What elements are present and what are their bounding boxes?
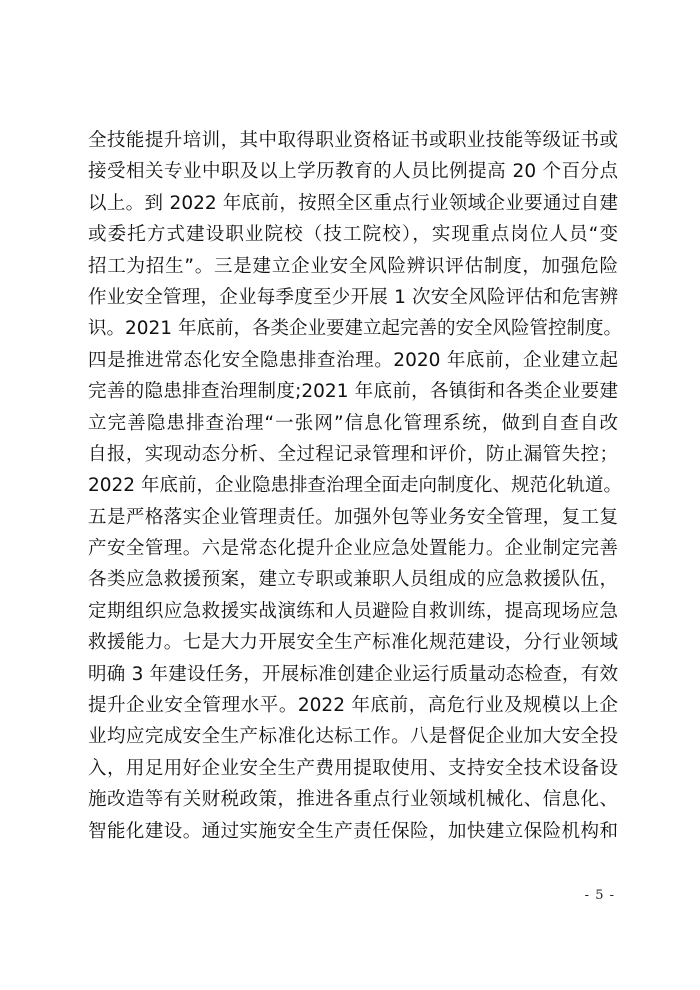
text-line: 2022 年底前，企业隐患排查治理全面走向制度化、规范化轨道。 (88, 475, 622, 497)
text-line: 或委托方式建设职业院校（技工院校），实现重点岗位人员“变 (88, 224, 618, 246)
text-line: 四是推进常态化安全隐患排查治理。2020 年底前，企业建立起 (88, 349, 618, 371)
text-line: 识。2021 年底前，各类企业要建立起完善的安全风险管控制度。 (88, 318, 622, 340)
text-line: 定期组织应急救援实战演练和人员避险自救训练，提高现场应急 (88, 600, 618, 622)
text-line: 全技能提升培训，其中取得职业资格证书或职业技能等级证书或 (88, 130, 618, 151)
text-line: 以上。到 2022 年底前，按照全区重点行业领域企业要通过自建 (88, 192, 618, 214)
text-line: 招工为招生”。三是建立企业安全风险辨识评估制度，加强危险 (88, 255, 618, 277)
page-number: - 5 - (584, 888, 615, 903)
text-line: 五是严格落实企业管理责任。加强外包等业务安全管理，复工复 (88, 506, 618, 528)
text-line: 完善的隐患排查治理制度;2021 年底前，各镇街和各类企业要建 (88, 381, 618, 403)
text-line: 业均应完成安全生产标准化达标工作。八是督促企业加大安全投 (88, 726, 618, 748)
text-line: 明确 3 年建设任务，开展标准创建企业运行质量动态检查，有效 (88, 663, 618, 685)
text-line: 立完善隐患排查治理“一张网”信息化管理系统，做到自查自改 (88, 412, 618, 434)
text-line: 救援能力。七是大力开展安全生产标准化规范建设，分行业领域 (88, 632, 618, 654)
text-line: 作业安全管理，企业每季度至少开展 1 次安全风险评估和危害辨 (88, 286, 618, 308)
text-line: 接受相关专业中职及以上学历教育的人员比例提高 20 个百分点 (88, 161, 618, 183)
text-line: 自报，实现动态分析、全过程记录管理和评价，防止漏管失控； (88, 443, 618, 465)
text-line: 各类应急救援预案，建立专职或兼职人员组成的应急救援队伍， (88, 569, 618, 591)
text-line: 提升企业安全管理水平。2022 年底前，高危行业及规模以上企 (88, 695, 618, 717)
text-line: 施改造等有关财税政策，推进各重点行业领域机械化、信息化、 (88, 789, 618, 811)
text-line: 入，用足用好企业安全生产费用提取使用、支持安全技术设备设 (88, 757, 618, 779)
text-line: 智能化建设。通过实施安全生产责任保险，加快建立保险机构和 (88, 820, 618, 842)
text-line: 产安全管理。六是常态化提升企业应急处置能力。企业制定完善 (88, 538, 618, 560)
body-text (88, 125, 622, 847)
